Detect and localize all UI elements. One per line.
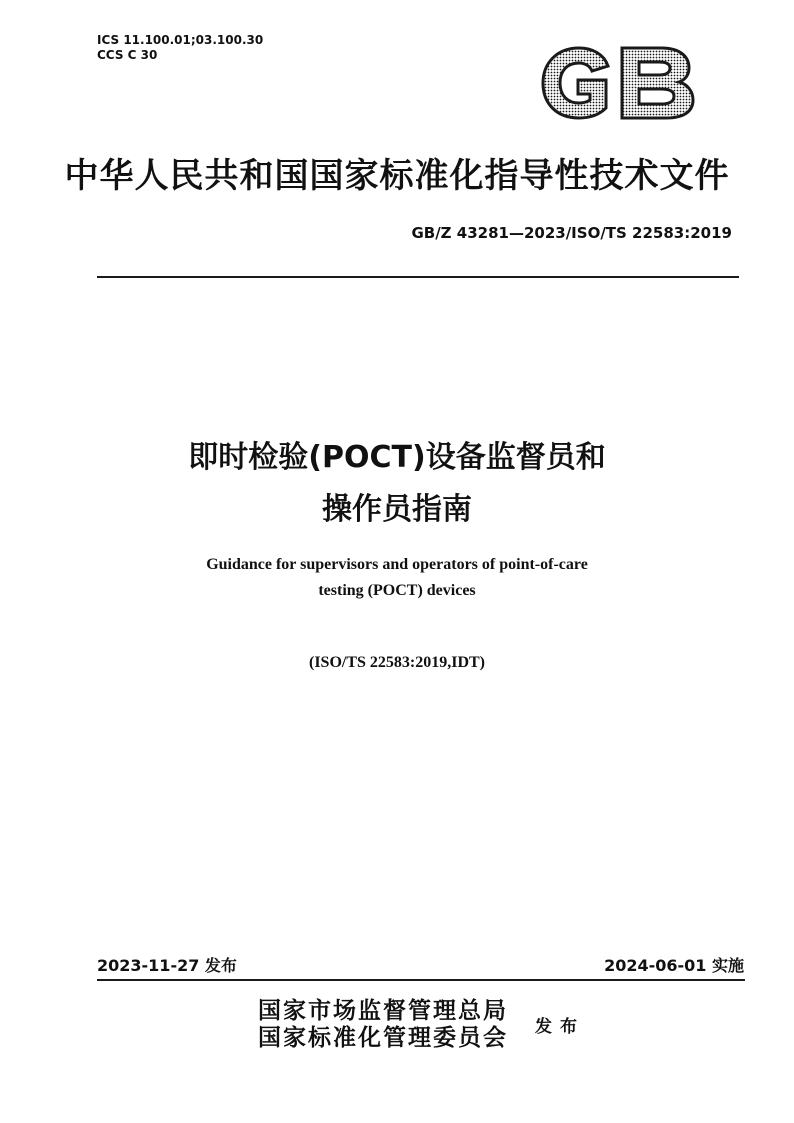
issue-date: 2023-11-27 发布 — [97, 956, 237, 975]
publish-label: 发布 — [535, 1017, 585, 1037]
title-chinese — [0, 432, 794, 536]
document-type-heading: 中华人民共和国国家标准化指导性技术文件 — [64, 156, 730, 196]
issuer-sac: 国家标准化管理委员会 — [258, 1024, 508, 1051]
issuing-authorities — [258, 997, 508, 1051]
title-english — [0, 552, 794, 604]
ccs-code: CCS C 30 — [97, 48, 158, 62]
title-english-line2: testing (POCT) devices — [318, 582, 476, 599]
title-chinese-line1: 即时检验(POCT)设备监督员和 — [188, 440, 606, 475]
implementation-date: 2024-06-01 实施 — [604, 956, 744, 975]
issuer-samr: 国家市场监督管理总局 — [258, 997, 508, 1024]
title-english-line1: Guidance for supervisors and operators of point-of-care — [206, 556, 588, 573]
equivalence-note: (ISO/TS 22583:2019,IDT) — [308, 654, 486, 671]
classification-codes — [97, 33, 263, 63]
footer-divider — [97, 979, 745, 981]
standard-number: GB/Z 43281—2023/ISO/TS 22583:2019 — [411, 224, 732, 242]
ics-code: ICS 11.100.01;03.100.30 — [97, 33, 264, 47]
gb-logo-icon — [538, 44, 698, 122]
title-chinese-line2: 操作员指南 — [322, 492, 472, 527]
header-divider — [97, 276, 739, 278]
